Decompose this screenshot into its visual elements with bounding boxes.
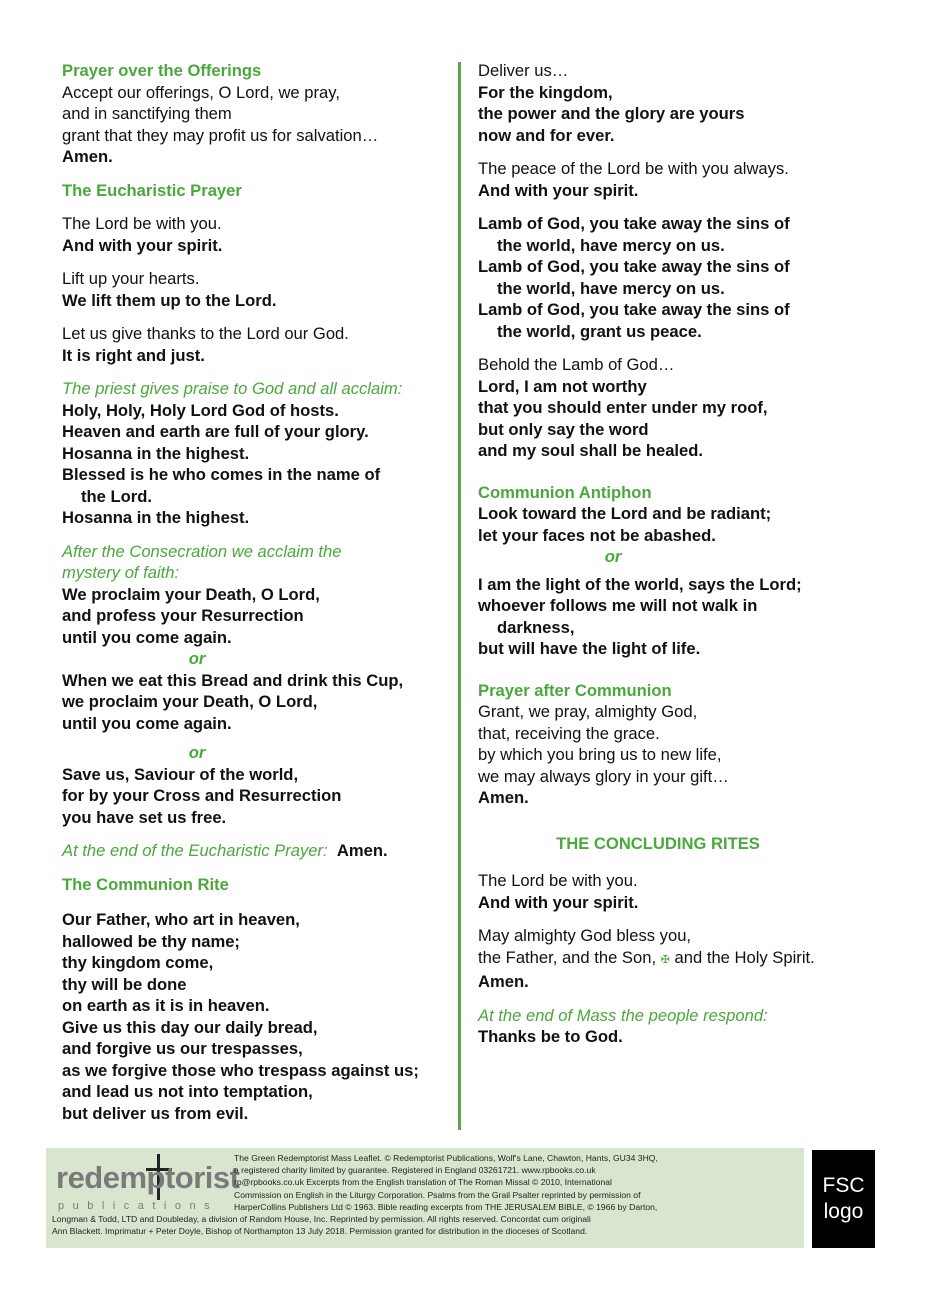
logo-word: redemptorist: [56, 1160, 240, 1195]
lamb-of-god: [478, 213, 878, 342]
response-line: Our Father, who art in heaven,: [62, 910, 300, 929]
or-separator: or: [188, 649, 206, 668]
concluding-greeting: [478, 870, 878, 913]
response-line: the world, have mercy on us.: [497, 235, 725, 255]
section-heading: Prayer after Communion: [478, 680, 672, 700]
response-line: on earth as it is in heaven.: [62, 996, 270, 1015]
response-line: Lord, I am not worthy: [478, 376, 647, 396]
sign-of-peace: [478, 158, 878, 201]
right-column: [478, 60, 878, 1060]
doxology: [478, 60, 878, 146]
response-line: Save us, Saviour of the world,: [62, 764, 299, 784]
response-line: Lamb of God, you take away the sins of: [478, 214, 790, 233]
response-line: Heaven and earth are full of your glory.: [62, 422, 369, 441]
response-line: We proclaim your Death, O Lord,: [62, 584, 320, 604]
end-eucharistic-prayer: [62, 840, 447, 862]
text-line: The peace of the Lord be with you always.: [478, 159, 789, 178]
response-line: until you come again.: [62, 713, 232, 733]
rubric: After the Consecration we acclaim the: [62, 541, 342, 561]
section-heading: THE CONCLUDING RITES: [556, 833, 760, 853]
response-line: Amen.: [478, 788, 529, 807]
response-line: and profess your Resurrection: [62, 606, 304, 625]
response-line: the power and the glory are yours: [478, 104, 745, 123]
response-line: We lift them up to the Lord.: [62, 290, 277, 310]
response-line: the world, have mercy on us.: [497, 278, 725, 298]
response-line: Thanks be to God.: [478, 1027, 623, 1046]
column-divider: [458, 62, 461, 1130]
text-line: Let us give thanks to the Lord our God.: [62, 324, 349, 343]
response-line: Amen.: [336, 841, 388, 860]
communion-rite-heading-block: [62, 874, 447, 896]
response-line: When we eat this Bread and drink this Cup,: [62, 670, 404, 690]
response-line: the Lord.: [81, 486, 152, 506]
our-father: [62, 909, 447, 1124]
response-line: Holy, Holy, Holy Lord God of hosts.: [62, 400, 339, 420]
response-line: and lead us not into temptation,: [62, 1082, 313, 1101]
rubric: At the end of Mass the people respond:: [478, 1005, 768, 1025]
communion-antiphon: [478, 482, 878, 660]
response-line: And with your spirit.: [478, 892, 639, 912]
text-line: by which you bring us to new life,: [478, 745, 722, 764]
text-line: [478, 947, 878, 972]
response-line: Lamb of God, you take away the sins of: [478, 257, 790, 276]
behold-the-lamb: [478, 354, 878, 462]
text-line: Deliver us…: [478, 61, 569, 80]
section-heading: Communion Antiphon: [478, 482, 652, 502]
response-line: but deliver us from evil.: [62, 1103, 249, 1123]
response-line: thy will be done: [62, 974, 187, 994]
text-line: that, receiving the grace.: [478, 723, 660, 743]
response-line: until you come again.: [62, 627, 232, 647]
text-line: and in sanctifying them: [62, 104, 232, 123]
logo-subtitle: publications: [58, 1200, 219, 1212]
response-line: Hosanna in the highest.: [62, 508, 250, 527]
text-line: grant that they may profit us for salvation…: [62, 125, 379, 145]
mystery-of-faith: [62, 541, 447, 829]
text-line: we may always glory in your gift…: [478, 766, 729, 786]
section-heading: Prayer over the Offerings: [62, 61, 262, 80]
response-line: hallowed be thy name;: [62, 931, 240, 951]
response-line: And with your spirit.: [478, 180, 639, 200]
fsc-logo: FSC logo: [812, 1150, 875, 1248]
left-column: [62, 60, 447, 1136]
response-line: I am the light of the world, says the Lord;: [478, 574, 802, 594]
response-line: And with your spirit.: [62, 235, 223, 255]
response-line: you have set us free.: [62, 807, 227, 827]
blessing-text: and the Holy Spirit.: [674, 947, 815, 967]
response-line: we proclaim your Death, O Lord,: [62, 692, 318, 711]
text-line: Lift up your hearts.: [62, 269, 200, 288]
footer-panel: [46, 1148, 804, 1248]
sanctus: [62, 378, 447, 529]
dialogue-1: [62, 213, 447, 256]
response-line: now and for ever.: [478, 125, 615, 145]
response-line: darkness,: [497, 617, 575, 637]
response-line: but only say the word: [478, 419, 649, 439]
response-line: Hosanna in the highest.: [62, 443, 250, 463]
text-line: Accept our offerings, O Lord, we pray,: [62, 82, 340, 102]
text-line: The Lord be with you.: [478, 871, 638, 890]
final-blessing: [478, 925, 878, 993]
prayer-over-offerings: [62, 60, 447, 168]
response-line: and forgive us our trespasses,: [62, 1039, 303, 1058]
text-line: May almighty God bless you,: [478, 926, 692, 945]
or-separator: or: [604, 547, 622, 566]
dialogue-2: [62, 268, 447, 311]
response-line: For the kingdom,: [478, 82, 613, 102]
response-line: as we forgive those who trespass against us;: [62, 1060, 419, 1080]
dismissal: [478, 1005, 878, 1048]
section-heading: The Communion Rite: [62, 874, 229, 894]
response-line: thy kingdom come,: [62, 953, 214, 972]
blessing-text: the Father, and the Son,: [478, 947, 657, 967]
text-line: Grant, we pray, almighty God,: [478, 702, 698, 721]
response-line: Lamb of God, you take away the sins of: [478, 300, 790, 319]
response-line: Give us this day our daily bread,: [62, 1017, 318, 1037]
section-heading: The Eucharistic Prayer: [62, 180, 242, 200]
response-line: the world, grant us peace.: [497, 321, 702, 341]
response-line: Amen.: [478, 972, 529, 991]
response-line: It is right and just.: [62, 345, 205, 365]
dialogue-3: [62, 323, 447, 366]
response-line: whoever follows me will not walk in: [478, 596, 758, 615]
response-line: Look toward the Lord and be radiant;: [478, 504, 772, 523]
rubric: mystery of faith:: [62, 563, 180, 582]
text-line: Behold the Lamb of God…: [478, 355, 675, 374]
response-line: but will have the light of life.: [478, 639, 701, 658]
rubric: At the end of the Eucharistic Prayer:: [62, 841, 328, 860]
text-line: The Lord be with you.: [62, 214, 222, 233]
response-line: Amen.: [62, 147, 113, 166]
cross-icon: ✠: [660, 953, 670, 966]
prayer-after-communion: [478, 680, 878, 809]
response-line: let your faces not be abashed.: [478, 525, 716, 545]
rubric: The priest gives praise to God and all acclaim:: [62, 379, 403, 398]
copyright-text: The Green Redemptorist Mass Leaflet. © Redemptorist Publications, Wolf's Lane, Chawton, Hants, GU34 3HQ, a registered charity limited by guarantee. Registered in England 03261721. www.rpbooks.co.uk rp@rpbooks.co.uk Excerpts from the English translation of The Roman Missal © 2010, International Commission on English in the Liturgy Corporation. Psalms from the Grail Psalter reprinted by permission of HarperCollins Publishers Ltd © 1963. Bible reading excerpts from THE JERUSALEM BIBLE, © 1966 by Darton, Longman & Todd, LTD and Doubleday, a division of Random House, Inc. Reprinted by permission. All rights reserved. Concordat cum originali Ann Blackett. Imprimatur + Peter Doyle, Bishop of Northampton 13 July 2018. Permission granted for distribution in the dioceses of Scotland.: [52, 1153, 658, 1237]
response-line: Blessed is he who comes in the name of: [62, 465, 381, 484]
response-line: and my soul shall be healed.: [478, 441, 704, 460]
response-line: for by your Cross and Resurrection: [62, 786, 342, 805]
or-separator: or: [188, 743, 206, 762]
concluding-rites-heading-block: [478, 833, 878, 855]
response-line: that you should enter under my roof,: [478, 398, 768, 417]
eucharistic-prayer-heading-block: [62, 180, 447, 202]
